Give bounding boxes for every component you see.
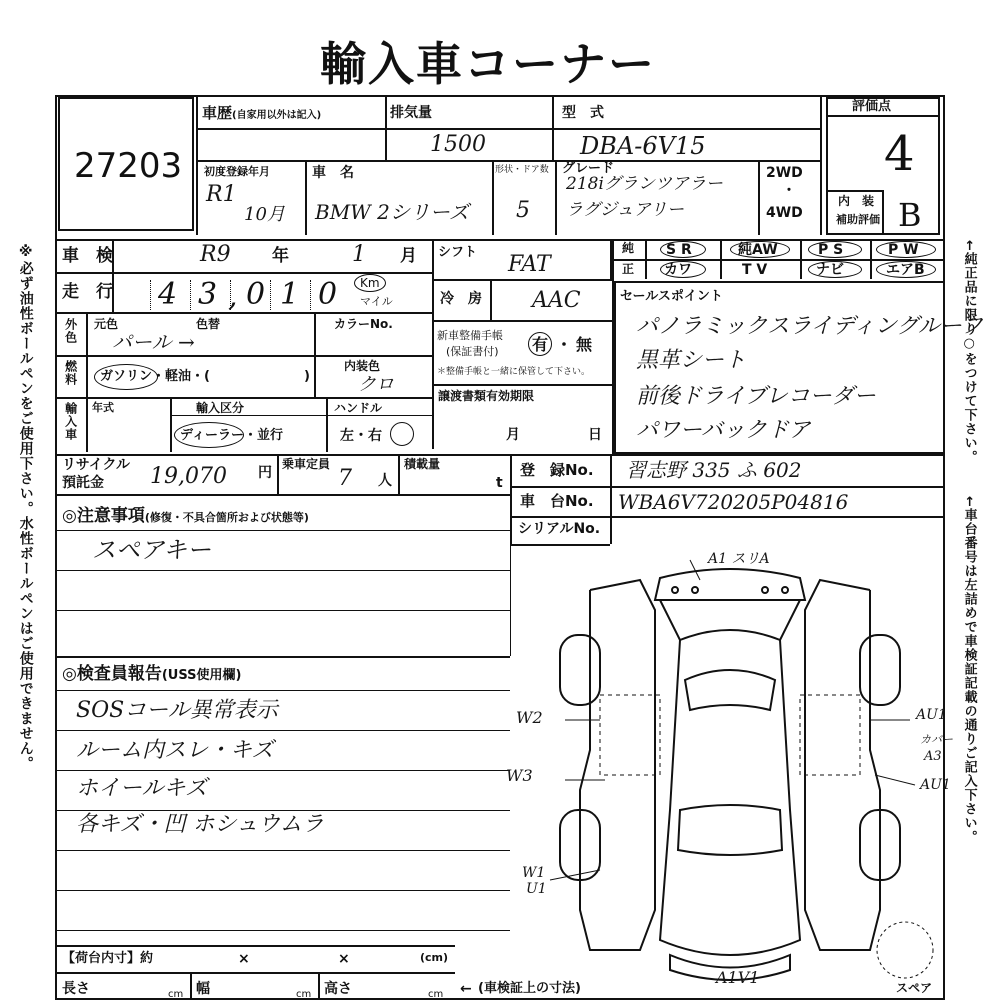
equip-leather: カワ	[664, 262, 692, 278]
registration-value: 習志野 335 ふ 602	[626, 458, 802, 482]
cargo-width: 幅	[196, 981, 210, 997]
grade-label: グレード	[562, 161, 615, 176]
equip-side-2: 正	[622, 262, 635, 276]
first-registration-label: 初度登録年月	[204, 165, 270, 178]
shaken-era: R9	[200, 242, 231, 267]
sales-point-1: パノラミックスライディングルーフ	[636, 314, 983, 339]
manual-label: 新車整備手帳	[437, 329, 503, 342]
recycle-label-2: 預託金	[62, 475, 104, 491]
import-type-value: ディーラー・並行	[180, 428, 283, 443]
model-code-value: DBA-6V15	[580, 132, 706, 160]
right-margin-note-1: ←純正品に限り○をつけて下さい。	[961, 240, 977, 464]
import-handle-value: 左・右	[340, 428, 382, 444]
equip-power-windows: P W	[888, 242, 919, 258]
first-registration-year: R1	[206, 182, 237, 207]
diagram-left-3a: W1	[522, 865, 546, 881]
equip-airbag: エアB	[886, 262, 925, 278]
cargo-height-cm: cm	[428, 989, 444, 1000]
color-value: パール →	[112, 330, 195, 354]
cargo-height: 高さ	[324, 981, 352, 997]
interior-label-1: 内 装	[838, 194, 875, 208]
registration-label: 登 録No.	[520, 461, 594, 479]
page-title: 輸入車コーナー	[320, 37, 656, 91]
car-name-label: 車 名	[312, 165, 354, 181]
manual-sub: (保証書付)	[446, 345, 499, 358]
manual-yes: 有	[532, 335, 549, 354]
fuel-options: ガソリン・軽油・(	[100, 369, 210, 384]
doors-label: 形状・ドア数	[495, 165, 549, 175]
shift-value: FAT	[508, 252, 551, 277]
recycle-unit: 円	[258, 465, 272, 481]
fuel-side-label: 燃料	[63, 360, 78, 386]
chassis-label: 車 台No.	[520, 492, 594, 510]
transfer-month: 月	[506, 427, 520, 443]
diagram-left-2: W3	[506, 766, 533, 785]
shaken-month: 1	[352, 242, 366, 267]
sales-point-4: パワーバックドア	[636, 418, 811, 443]
color-side-label: 外色	[63, 318, 78, 344]
cargo-length-cm: cm	[168, 989, 184, 1000]
inspector-item-2: ルーム内スレ・キズ	[76, 738, 274, 763]
doors-value: 5	[516, 198, 530, 223]
import-handle-label: ハンドル	[334, 401, 383, 415]
cargo-x2: ×	[338, 951, 350, 967]
notes-label: ◎注意事項(修復・不具合箇所および状態等)	[62, 506, 309, 526]
mileage-digit-5: 0	[318, 277, 338, 312]
inspector-item-4: 各キズ・凹 ホシュウムラ	[76, 812, 324, 837]
mileage-digit-2: 3	[198, 277, 218, 312]
mileage-unit-km: Km	[360, 276, 380, 290]
inspector-item-1: SOSコール異常表示	[76, 698, 278, 723]
displacement-label: 排気量	[390, 105, 432, 121]
interior-label-2: 補助評価	[836, 213, 880, 226]
lot-number: 27203	[74, 146, 183, 186]
diagram-spare-label: スペア	[896, 981, 933, 995]
cargo-unit: (cm)	[420, 951, 449, 964]
capacity-value: 7	[338, 466, 352, 491]
car-name-value: BMW 2シリーズ	[315, 200, 469, 224]
capacity-unit: 人	[378, 473, 392, 489]
recycle-label-1: リサイクル	[62, 457, 131, 473]
import-type-label: 輸入区分	[196, 401, 245, 415]
equip-alloy-wheels: 純AW	[738, 242, 778, 258]
color-change-label: 色替	[196, 317, 221, 331]
mileage-comma: ,	[228, 279, 238, 314]
cargo-label: 【荷台内寸】約	[62, 951, 154, 966]
equip-navi: ナビ	[816, 262, 844, 278]
capacity-label: 乗車定員	[282, 457, 331, 471]
diagram-right-1: AU1	[916, 707, 947, 723]
score-value: 4	[884, 126, 915, 182]
model-code-label: 型 式	[562, 105, 604, 121]
transfer-day: 日	[588, 427, 602, 443]
shaken-year-unit: 年	[272, 246, 289, 266]
manual-no: 無	[576, 335, 593, 354]
cargo-width-cm: cm	[296, 989, 312, 1000]
mileage-unit-mile: マイル	[360, 295, 393, 308]
right-margin-note-2: ←車台番号は左詰めで車検証記載の通りご記入下さい。	[961, 496, 977, 844]
color-code-label: カラーNo.	[334, 317, 393, 331]
diagram-right-3: AU1	[920, 777, 951, 793]
first-registration-month: 10月	[244, 204, 285, 225]
left-margin-note: ※必ず油性ボールペンをご使用下さい。水性ボールペンはご使用できません。	[17, 244, 34, 771]
sales-points-label: セールスポイント	[620, 289, 723, 304]
equip-side-1: 純	[622, 241, 635, 255]
mileage-label: 走 行	[62, 282, 113, 302]
color-orig-label: 元色	[94, 317, 119, 331]
fuel-close: )	[304, 369, 310, 384]
mileage-digit-1: 4	[158, 277, 178, 312]
interior-color-label: 内装色	[344, 359, 381, 373]
diagram-right-2a: カバー	[920, 733, 953, 746]
mileage-digit-4: 1	[280, 277, 300, 312]
grade-line1: 218iグランツアラー	[566, 174, 723, 194]
manual-dot: ・	[556, 335, 573, 354]
cargo-length: 長さ	[62, 981, 90, 997]
shift-label: シフト	[438, 245, 478, 260]
load-label: 積載量	[404, 457, 441, 471]
car-damage-diagram	[520, 550, 940, 990]
diagram-top-label: A1 スリA	[708, 551, 770, 567]
import-year-label: 年式	[92, 401, 114, 414]
transfer-label: 譲渡書類有効期限	[438, 389, 535, 403]
shaken-month-unit: 月	[400, 246, 417, 266]
shaken-label: 車 検	[62, 246, 113, 266]
drive-4wd: 4WD	[766, 205, 803, 221]
cargo-arrow: ←	[460, 981, 472, 997]
load-unit: t	[496, 475, 503, 491]
drive-sep: ・	[782, 183, 796, 199]
equip-sunroof: S R	[666, 242, 692, 258]
displacement-value: 1500	[430, 132, 486, 157]
serial-label: シリアルNo.	[518, 521, 601, 537]
recycle-value: 19,070	[150, 464, 227, 489]
diagram-right-2b: A3	[924, 749, 942, 764]
note-1: スペアキー	[92, 536, 212, 564]
inspector-item-3: ホイールキズ	[76, 776, 208, 801]
diagram-left-1: W2	[516, 708, 543, 727]
interior-score-value: B	[898, 196, 922, 234]
cargo-x1: ×	[238, 951, 250, 967]
aircon-label: 冷 房	[440, 291, 482, 307]
score-label: 評価点	[852, 99, 892, 114]
manual-note: ＊整備手帳と一緒に保管して下さい。	[437, 367, 591, 377]
import-side-label: 輸入車	[63, 402, 78, 441]
history-label: 車歴(自家用以外は記入)	[202, 104, 322, 122]
cargo-note: (車検証上の寸法)	[478, 981, 581, 996]
sales-point-3: 前後ドライブレコーダー	[636, 384, 876, 409]
inspector-label: ◎検査員報告(USS使用欄)	[62, 664, 242, 684]
drive-2wd: 2WD	[766, 165, 803, 181]
equip-power-steering: P S	[818, 242, 844, 258]
mileage-digit-3: 0	[246, 277, 266, 312]
aircon-value: AAC	[532, 288, 581, 313]
diagram-left-3b: U1	[526, 881, 547, 897]
chassis-value: WBA6V720205P04816	[618, 490, 849, 514]
diagram-bottom-label: A1V1	[716, 968, 760, 987]
interior-color-value: クロ	[358, 374, 394, 395]
equip-tv: T V	[742, 262, 768, 278]
grade-line2: ラグジュアリー	[566, 200, 684, 220]
sales-point-2: 黒革シート	[636, 348, 747, 373]
